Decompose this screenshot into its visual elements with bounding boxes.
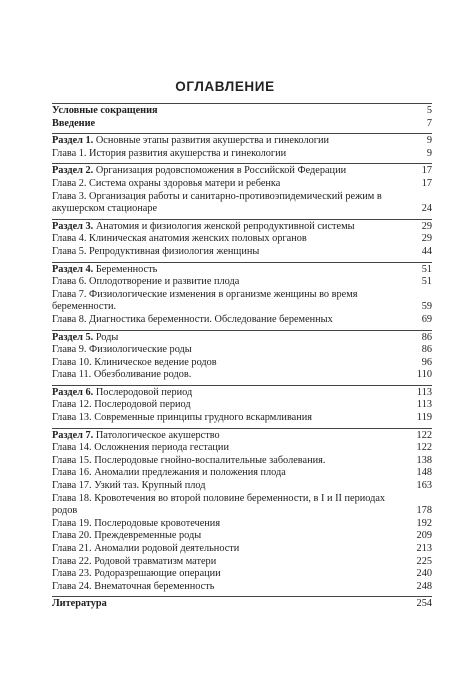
toc-entry: [52, 191, 432, 216]
toc-page-number: 51: [421, 276, 432, 288]
toc-section-label: Раздел 6.: [52, 386, 94, 398]
toc-page-number: 44: [421, 245, 432, 257]
toc-entry: [52, 399, 432, 412]
toc-page-number: 24: [421, 203, 432, 215]
toc-entry: [52, 246, 432, 259]
toc-page-number: 5: [426, 105, 432, 116]
toc-entry: [52, 430, 432, 443]
toc-entry-title: Глава 18. Кровотечения во второй половине беременности, в I и II периодах родов: [52, 492, 386, 517]
toc-section-label: Раздел 1.: [52, 135, 94, 147]
toc-entry-title: Введение: [52, 117, 96, 129]
toc-entry: [52, 148, 432, 161]
toc-page-number: 122: [416, 429, 432, 441]
toc-entry: [52, 412, 432, 425]
toc-entry: [52, 556, 432, 569]
toc-page-number: 17: [421, 165, 432, 177]
toc-page-number: 7: [426, 117, 432, 129]
toc-entry-title: Литература: [52, 598, 107, 610]
toc-section-group: [52, 330, 432, 382]
toc-section-group: [52, 103, 432, 130]
toc-entry-title: Глава 1. История развития акушерства и гинекологии: [52, 147, 287, 159]
toc-page-number: 148: [416, 467, 432, 479]
toc-page-number: 240: [416, 568, 432, 580]
toc-entry: [52, 369, 432, 382]
toc-entry-title: Глава 24. Внематочная беременность: [52, 580, 215, 592]
toc-page-number: 213: [416, 543, 432, 554]
toc-page-number: 254: [416, 598, 432, 610]
toc-entry-title: Глава 12. Послеродовой период: [52, 399, 191, 411]
toc-page-number: 9: [426, 135, 432, 147]
toc-section-group: [52, 596, 432, 611]
toc-page-number: 209: [416, 530, 432, 542]
toc-entry-title: Глава 19. Послеродовые кровотечения: [52, 517, 221, 529]
toc-page-number: 119: [416, 412, 432, 424]
toc-page-number: 29: [421, 233, 432, 245]
toc-entry: [52, 165, 432, 178]
toc-entry-title: Послеродовой период: [95, 386, 193, 398]
toc-entry-title: Глава 20. Преждевременные роды: [52, 530, 202, 542]
toc-entry: [52, 568, 432, 581]
toc-entry-title: Глава 15. Послеродовые гнойно-воспалительные заболевания.: [52, 454, 326, 466]
toc-page-number: 122: [416, 442, 432, 454]
toc-entry-title: Анатомия и физиология женской репродуктивной системы: [95, 220, 355, 232]
toc-entry-title: Глава 4. Клиническая анатомия женских половых органов: [52, 233, 307, 245]
toc-page-number: 248: [416, 580, 432, 592]
toc-section-group: [52, 133, 432, 160]
toc-entry-title: Глава 23. Родоразрешающие операции: [52, 568, 221, 580]
toc-entry: [52, 276, 432, 289]
toc-page-number: 17: [421, 177, 432, 189]
toc-entry-title: Условные сокращения: [52, 105, 158, 116]
toc-section-label: Раздел 4.: [52, 263, 94, 275]
toc-entry-title: Глава 17. Узкий таз. Крупный плод: [52, 480, 206, 492]
toc-entry: [52, 264, 432, 277]
toc-entry: [52, 493, 432, 518]
toc-entry-title: Глава 2. Система охраны здоровья матери и ребенка: [52, 177, 281, 189]
toc-entry: [52, 118, 432, 131]
toc-page-number: 110: [416, 369, 432, 381]
toc-entry-title: Глава 22. Родовой травматизм матери: [52, 555, 217, 567]
toc-entry: [52, 105, 432, 118]
toc-entry-title: Глава 9. Физиологические роды: [52, 344, 192, 356]
page-title: ОГЛАВЛЕНИЕ: [175, 79, 275, 94]
toc-entry-title: Глава 10. Клиническое ведение родов: [52, 356, 217, 368]
toc-entry: [52, 178, 432, 191]
toc-entry: [52, 233, 432, 246]
toc-entry: [52, 357, 432, 370]
toc-entry-title: Глава 6. Оплодотворение и развитие плода: [52, 276, 240, 288]
toc-page-number: 9: [426, 147, 432, 159]
toc-page-number: 29: [421, 220, 432, 232]
toc-entry-title: Глава 14. Осложнения периода гестации: [52, 442, 229, 454]
toc-entry-title: Организация родовспоможения в Российской Федерации: [95, 165, 347, 177]
toc-entry: [52, 598, 432, 611]
toc-entry-title: Основные этапы развития акушерства и гинекологии: [95, 135, 329, 147]
toc-page-number: 138: [416, 454, 432, 466]
toc-entry-title: Глава 11. Обезболивание родов.: [52, 369, 192, 381]
toc-page-number: 96: [421, 356, 432, 368]
toc-section-label: Раздел 3.: [52, 220, 94, 232]
toc-entry: [52, 581, 432, 594]
toc-entry: [52, 543, 432, 556]
toc-section-label: Раздел 2.: [52, 165, 94, 177]
toc-page-number: 69: [421, 313, 432, 325]
toc-page-number: 51: [421, 263, 432, 275]
toc-entry: [52, 135, 432, 148]
toc-entry: [52, 314, 432, 327]
toc-entry-title: Глава 13. Современные принципы грудного вскармливания: [52, 412, 312, 424]
table-of-contents: [52, 103, 432, 614]
toc-entry: [52, 332, 432, 345]
toc-page-number: 86: [421, 331, 432, 343]
toc-section-group: [52, 219, 432, 259]
toc-entry: [52, 442, 432, 455]
toc-entry: [52, 467, 432, 480]
toc-entry-title: Глава 5. Репродуктивная физиология женщины: [52, 245, 260, 257]
toc-page-number: 178: [416, 505, 432, 517]
toc-section-label: Раздел 5.: [52, 331, 94, 343]
toc-entry: [52, 387, 432, 400]
toc-entry: [52, 480, 432, 493]
toc-page-number: 163: [416, 480, 432, 492]
toc-entry: [52, 221, 432, 234]
toc-entry-title: Глава 8. Диагностика беременности. Обследование беременных: [52, 313, 333, 325]
toc-section-group: [52, 262, 432, 327]
toc-entry: [52, 344, 432, 357]
toc-entry: [52, 455, 432, 468]
toc-entry-title: Глава 21. Аномалии родовой деятельности: [52, 543, 240, 554]
toc-entry-title: Роды: [95, 331, 119, 343]
toc-section-group: [52, 385, 432, 425]
toc-entry-title: Глава 7. Физиологические изменения в организме женщины во время беременности.: [52, 288, 358, 313]
toc-entry-title: Патологическое акушерство: [95, 429, 220, 441]
toc-page-number: 86: [421, 344, 432, 356]
toc-page-number: 59: [421, 301, 432, 313]
toc-entry-title: Глава 3. Организация работы и санитарно-противоэпидемический режим в акушерском стационаре: [52, 190, 382, 215]
toc-entry-title: Беременность: [95, 263, 158, 275]
toc-page-number: 113: [416, 399, 432, 411]
toc-section-group: [52, 428, 432, 594]
toc-section-group: [52, 163, 432, 215]
toc-entry: [52, 530, 432, 543]
toc-page-number: 113: [416, 386, 432, 398]
toc-entry: [52, 289, 432, 314]
toc-entry-title: Глава 16. Аномалии предлежания и положения плода: [52, 467, 286, 479]
toc-page-number: 192: [416, 517, 432, 529]
toc-entry: [52, 518, 432, 531]
toc-section-label: Раздел 7.: [52, 429, 94, 441]
toc-page-number: 225: [416, 555, 432, 567]
